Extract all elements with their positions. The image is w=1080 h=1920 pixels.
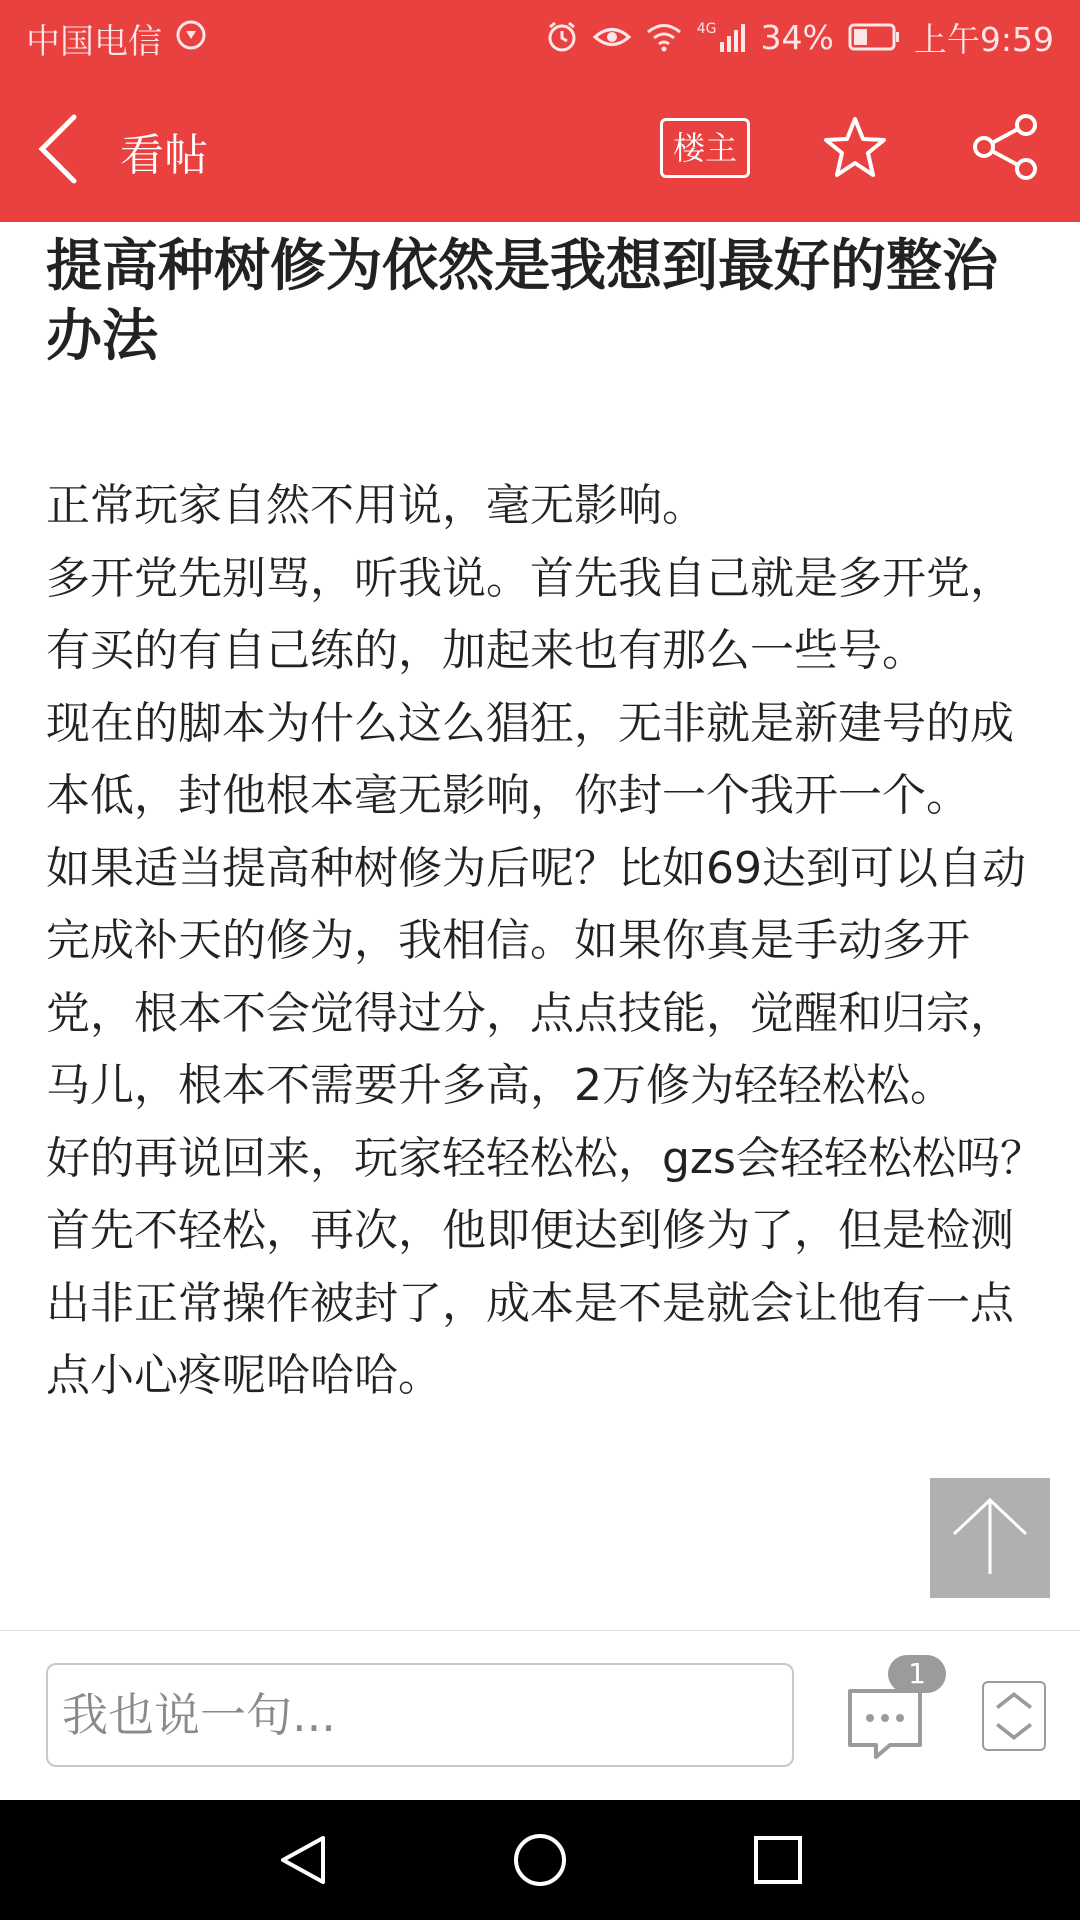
post-body [46,470,1056,1413]
arrow-up-icon [930,1478,1050,1598]
share-icon[interactable] [972,113,1038,181]
system-home-icon[interactable] [512,1832,568,1888]
carrier-name: 中国电信 [26,22,162,62]
network-type: 4G [696,21,717,37]
page-title: 看帖 [120,130,208,181]
clock: 上午9:59 [913,19,1054,59]
post-paragraph: 如果适当提高种树修为后呢？比如69达到可以自动完成补天的修为，我相信。如果你真是手动多开党，根本不会觉得过分，点点技能，觉醒和归宗，马儿，根本不需要升多高，2万修为轻轻松松。 [46,842,1026,1111]
post-paragraph: 多开党先别骂，听我说。首先我自己就是多开党，有买的有自己练的，加起来也有那么一些号。 [46,552,1014,676]
battery-icon [848,23,900,51]
post-paragraph: 好的再说回来，玩家轻轻松松，gzs会轻轻松松吗？首先不轻松，再次，他即便达到修为了，但是检测出非正常操作被封了，成本是不是就会让他有一点点小心疼呢哈哈哈。 [46,1132,1044,1401]
hd-call-icon [176,20,206,50]
nav-bar [0,75,1080,222]
post-content[interactable] [0,222,1080,1630]
back-arrow-icon[interactable] [28,111,88,187]
star-icon[interactable] [822,115,888,181]
page-up-down-icon[interactable] [982,1681,1046,1751]
system-back-icon[interactable] [275,1832,331,1888]
battery-percent: 34% [760,17,834,57]
system-recents-icon[interactable] [752,1834,804,1886]
reply-bar [0,1630,1080,1800]
reply-input[interactable]: 我也说一句... [46,1663,794,1767]
post-title: 提高种树修为依然是我想到最好的整治办法 [46,234,998,369]
comment-count-badge: 1 [888,1655,946,1693]
status-bar [0,0,1080,75]
post-paragraph: 正常玩家自然不用说，毫无影响。 [46,480,706,531]
alarm-icon [545,20,579,54]
eye-comfort-icon [593,22,631,52]
cell-signal [697,22,747,52]
system-nav-bar [0,1800,1080,1920]
top-header [0,0,1080,222]
scroll-to-top-button[interactable] [930,1478,1050,1598]
post-paragraph: 现在的脚本为什么这么猖狂，无非就是新建号的成本低，封他根本毫无影响，你封一个我开一个。 [46,697,1014,821]
wifi-icon [645,22,683,52]
status-icons [545,12,1054,62]
only-owner-button[interactable]: 楼主 [660,118,750,178]
signal-bars-icon [719,22,747,52]
